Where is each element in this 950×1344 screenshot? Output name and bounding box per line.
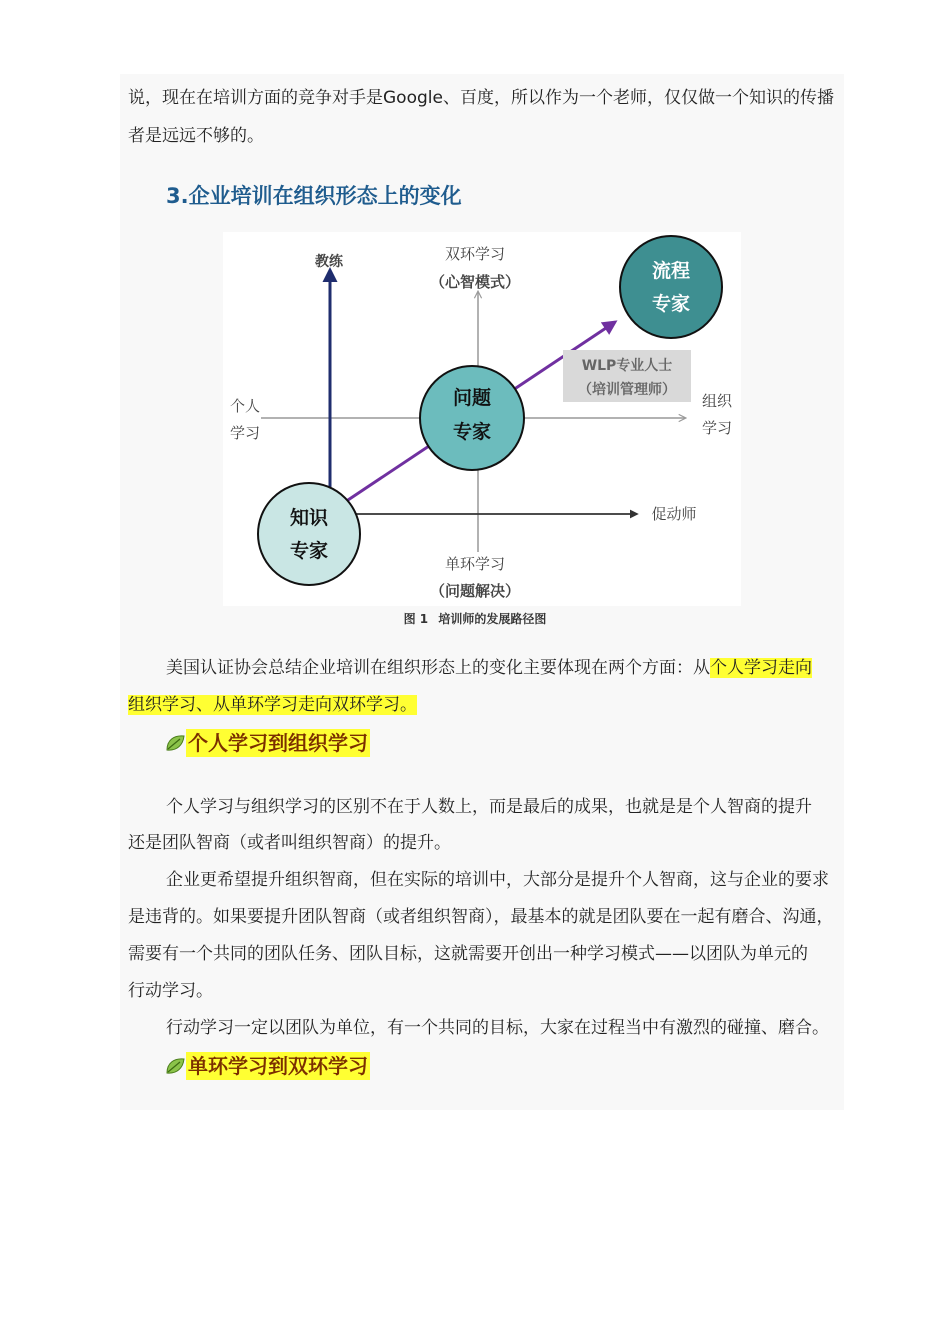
- para3-line-2: 是违背的。如果要提升团队智商（或者组织智商），最基本的就是团队要在一起有磨合、沟通，: [128, 907, 834, 927]
- knowledge-expert-label-1: 知识: [289, 507, 329, 529]
- individual-label-1: 个人: [229, 397, 261, 415]
- knowledge-expert-label-2: 专家: [289, 540, 329, 562]
- wlp-label-1: WLP专业人士: [581, 358, 673, 374]
- wlp-label-2: （培训管理师）: [578, 382, 676, 398]
- problem-expert-circle: [420, 366, 524, 470]
- problem-solving-label: （问题解决）: [429, 582, 521, 600]
- subheading-2: [164, 1052, 370, 1080]
- subheading-1-text: 个人学习到组织学习: [188, 731, 368, 755]
- intro-line-1: 说，现在在培训方面的竞争对手是Google、百度，所以作为一个老师，仅仅做一个知识的传播: [128, 88, 834, 108]
- coach-label: 教练: [315, 254, 343, 270]
- single-loop-label: 单环学习: [444, 555, 506, 573]
- para3-line-3: 需要有一个共同的团队任务、团队目标，这就需要开创出一种学习模式——以团队为单元的: [128, 944, 808, 964]
- para4-line-1: 行动学习一定以团队为单位，有一个共同的目标，大家在过程当中有激烈的碰撞、磨合。: [166, 1018, 829, 1038]
- caption-number: 图 1: [403, 612, 429, 626]
- org-label-1: 组织: [701, 392, 733, 410]
- para3-line-1: 企业更希望提升组织智商，但在实际的培训中，大部分是提升个人智商，这与企业的要求: [166, 870, 829, 890]
- org-label-2: 学习: [701, 419, 733, 437]
- double-loop-label: 双环学习: [444, 245, 506, 263]
- para2-line-1: 个人学习与组织学习的区别不在于人数上，而是最后的成果，也就是是个人智商的提升: [166, 797, 812, 817]
- facilitator-label: 促动师: [651, 505, 697, 523]
- para1-prefix: 美国认证协会总结企业培训在组织形态上的变化主要体现在两个方面：从: [166, 658, 710, 678]
- intro-line-2: 者是远远不够的。: [128, 126, 264, 146]
- section-heading: 3.企业培训在组织形态上的变化: [166, 184, 462, 208]
- individual-label-2: 学习: [229, 424, 261, 442]
- problem-expert-label-2: 专家: [452, 421, 492, 443]
- para1-highlight-1: 个人学习走向: [710, 658, 812, 678]
- problem-expert-label-1: 问题: [452, 387, 492, 409]
- subheading-1: [164, 729, 370, 757]
- para3-line-4: 行动学习。: [128, 981, 213, 1001]
- caption-text: 培训师的发展路径图: [438, 612, 547, 626]
- process-expert-label-1: 流程: [651, 260, 691, 282]
- process-expert-circle: [620, 236, 722, 338]
- trainer-path-diagram: [223, 232, 741, 606]
- process-expert-label-2: 专家: [651, 293, 691, 315]
- para1-highlight-2: 组织学习、从单环学习走向双环学习。: [128, 695, 417, 715]
- mental-model-label: （心智模式）: [429, 273, 521, 291]
- para2-line-2: 还是团队智商（或者叫组织智商）的提升。: [128, 833, 451, 853]
- para1-line-2: [128, 693, 417, 717]
- leaf-icon: [164, 1055, 186, 1077]
- subheading-2-text: 单环学习到双环学习: [188, 1054, 368, 1078]
- figure-caption: [0, 610, 950, 627]
- knowledge-expert-circle: [258, 483, 360, 585]
- para1-line-1: [166, 656, 812, 680]
- leaf-icon: [164, 732, 186, 754]
